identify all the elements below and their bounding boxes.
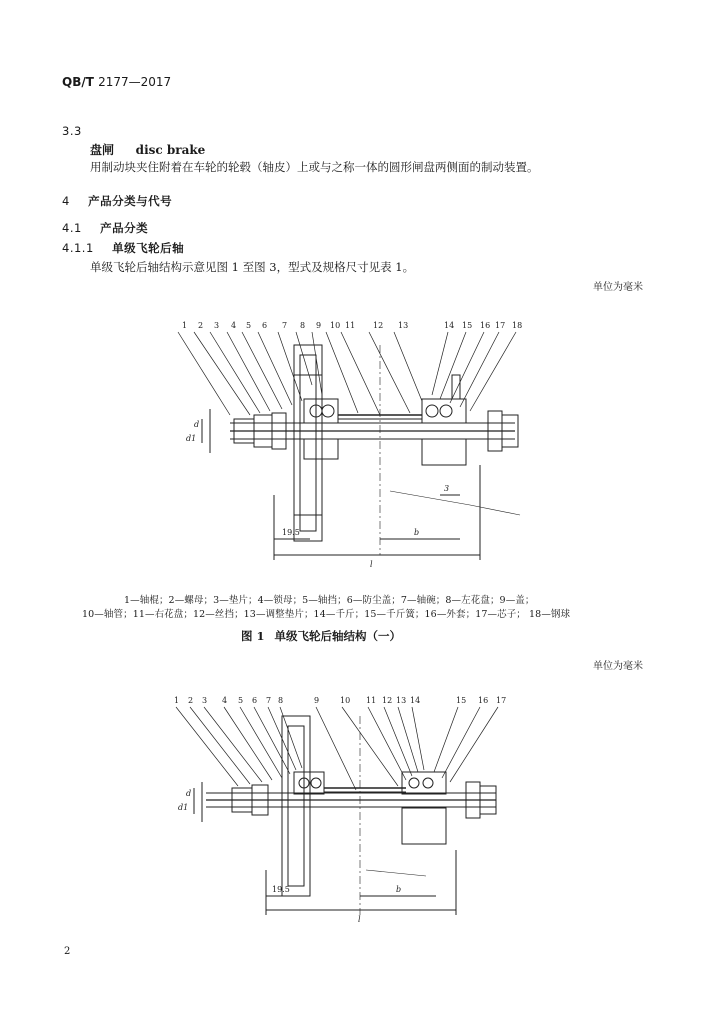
fig2-callout-12: 12 bbox=[382, 696, 393, 705]
fig2-callout-11: 11 bbox=[366, 696, 377, 705]
section-4-1-1-number: 4.1.1 bbox=[62, 241, 94, 255]
fig2-callout-6: 6 bbox=[252, 696, 258, 705]
fig1-callout-14: 14 bbox=[444, 321, 455, 330]
unit-note-2: 单位为毫米 bbox=[593, 661, 643, 672]
fig2-dim-19-5: 19.5 bbox=[272, 885, 290, 894]
section-4-number: 4 bbox=[62, 194, 70, 208]
figure-1-caption bbox=[241, 628, 411, 644]
fig1-callout-13: 13 bbox=[398, 321, 409, 330]
section-4-1-heading bbox=[62, 220, 148, 236]
fig1-dim-l: l bbox=[370, 560, 373, 569]
standard-number: 2177—2017 bbox=[98, 75, 172, 89]
fig1-callout-17: 17 bbox=[495, 321, 506, 330]
figure-1-legend-line-1: 1—轴棍；2—螺母；3—垫片；4—锁母；5—轴挡；6—防尘盖；7—轴碗；8—左花盘；9—盖； bbox=[124, 595, 535, 606]
fig1-dim-d: d bbox=[194, 420, 200, 429]
fig2-callout-15: 15 bbox=[456, 696, 467, 705]
fig2-callout-14: 14 bbox=[410, 696, 421, 705]
fig2-callout-10: 10 bbox=[340, 696, 351, 705]
fig1-callout-3: 3 bbox=[214, 321, 220, 330]
fig1-callout-18: 18 bbox=[512, 321, 523, 330]
fig2-dim-d: d bbox=[186, 789, 192, 798]
figure-1-legend-line-2: 10—轴管；11—右花盘；12—丝挡；13—调整垫片；14—千斤；15—千斤簧；16—外套；17—芯子； 18—钢球 bbox=[82, 609, 571, 620]
fig1-callout-8: 8 bbox=[300, 321, 306, 330]
fig1-callout-4: 4 bbox=[231, 321, 237, 330]
fig1-callout-7: 7 bbox=[282, 321, 288, 330]
term-cn: 盘闸 bbox=[90, 143, 115, 157]
fig2-callout-7: 7 bbox=[266, 696, 272, 705]
fig1-callout-10: 10 bbox=[330, 321, 341, 330]
figure-1-caption-title: 单级飞轮后轴结构（一） bbox=[274, 629, 402, 643]
fig1-callout-16: 16 bbox=[480, 321, 491, 330]
fig2-dim-b: b bbox=[396, 885, 402, 894]
fig2-callout-3: 3 bbox=[202, 696, 208, 705]
term-heading bbox=[90, 141, 205, 158]
fig2-dim-l: l bbox=[358, 915, 361, 924]
fig2-callout-17: 17 bbox=[496, 696, 507, 705]
section-4-title: 产品分类与代号 bbox=[88, 194, 173, 208]
standard-prefix: QB/T bbox=[62, 75, 94, 89]
term-definition: 用制动块夹住附着在车轮的轮毂（轴皮）上或与之称一体的圆形闸盘两侧面的制动装置。 bbox=[90, 160, 539, 174]
fig1-callout-9: 9 bbox=[316, 321, 322, 330]
section-4-1-title: 产品分类 bbox=[100, 221, 149, 235]
fig2-callout-1: 1 bbox=[174, 696, 180, 705]
fig2-dim-d1: d1 bbox=[178, 803, 189, 812]
section-4-heading bbox=[62, 193, 172, 209]
page-number: 2 bbox=[64, 946, 71, 957]
fig1-callout-5: 5 bbox=[246, 321, 252, 330]
fig2-callout-16: 16 bbox=[478, 696, 489, 705]
fig1-callout-15: 15 bbox=[462, 321, 473, 330]
fig2-callout-2: 2 bbox=[188, 696, 194, 705]
section-4-1-1-text: 单级飞轮后轴结构示意见图 1 至图 3，型式及规格尺寸见表 1。 bbox=[90, 260, 415, 274]
fig1-callout-12: 12 bbox=[373, 321, 384, 330]
fig1-dim-19-5: 19.5 bbox=[282, 528, 300, 537]
standard-code bbox=[62, 75, 171, 89]
fig1-dim-b: b bbox=[414, 528, 420, 537]
fig1-callout-1: 1 bbox=[182, 321, 188, 330]
fig2-callout-4: 4 bbox=[222, 696, 228, 705]
fig1-callout-11: 11 bbox=[345, 321, 356, 330]
section-4-1-number: 4.1 bbox=[62, 221, 82, 235]
figure-1-drawing bbox=[170, 315, 540, 580]
section-number-3-3: 3.3 bbox=[62, 124, 82, 138]
fig1-dim-3: 3 bbox=[444, 484, 450, 493]
section-4-1-1-title: 单级飞轮后轴 bbox=[112, 241, 185, 255]
figure-1-caption-number: 图 1 bbox=[241, 629, 265, 643]
fig1-callout-6: 6 bbox=[262, 321, 268, 330]
section-4-1-1-heading bbox=[62, 240, 184, 256]
fig2-callout-13: 13 bbox=[396, 696, 407, 705]
term-en: disc brake bbox=[135, 143, 206, 157]
fig1-callout-2: 2 bbox=[198, 321, 204, 330]
unit-note-1: 单位为毫米 bbox=[593, 282, 643, 293]
figure-2-drawing bbox=[166, 690, 522, 928]
fig2-callout-8: 8 bbox=[278, 696, 284, 705]
fig1-dim-d1: d1 bbox=[186, 434, 197, 443]
fig2-callout-5: 5 bbox=[238, 696, 244, 705]
fig2-callout-9: 9 bbox=[314, 696, 320, 705]
